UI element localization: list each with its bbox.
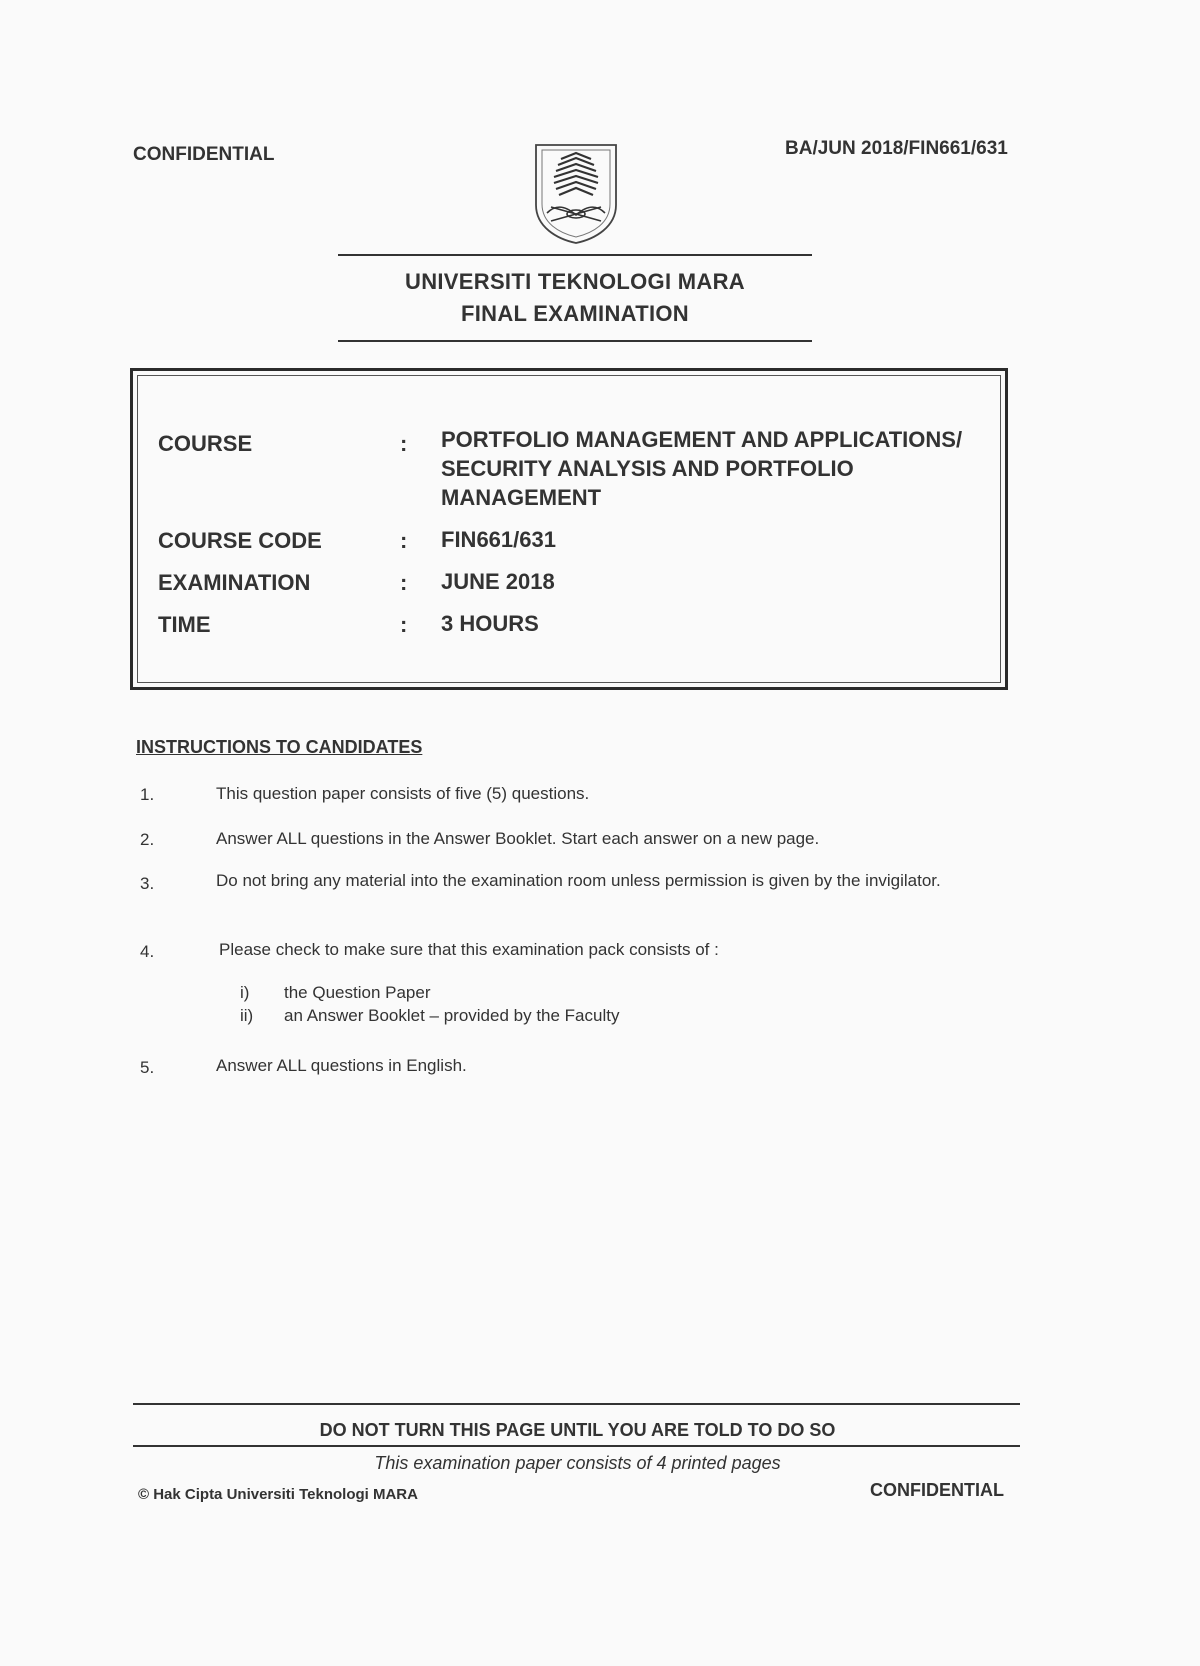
paper-code: BA/JUN 2018/FIN661/631: [785, 138, 1008, 159]
copyright-text: © Hak Cipta Universiti Teknologi MARA: [138, 1486, 418, 1503]
instruction-number: 5.: [140, 1058, 155, 1077]
instruction-text: Please check to make sure that this examination pack consists of :: [219, 940, 719, 959]
instructions-heading: INSTRUCTIONS TO CANDIDATES: [136, 737, 423, 757]
colon: :: [400, 570, 408, 595]
colon: :: [400, 612, 408, 637]
examination-label: EXAMINATION: [158, 570, 311, 595]
instruction-number: 3.: [140, 874, 155, 893]
colon: :: [400, 528, 408, 553]
sub-item-number: i): [240, 983, 250, 1002]
sub-item-text: an Answer Booklet – provided by the Faculty: [284, 1006, 620, 1025]
instruction-text: This question paper consists of five (5) questions.: [216, 784, 590, 803]
confidential-footer-label: CONFIDENTIAL: [870, 1480, 1004, 1500]
time-label: TIME: [158, 612, 211, 637]
sub-item-number: ii): [240, 1006, 254, 1025]
course-value-line1: PORTFOLIO MANAGEMENT AND APPLICATIONS/: [441, 427, 963, 452]
do-not-turn-notice: DO NOT TURN THIS PAGE UNTIL YOU ARE TOLD TO DO SO: [319, 1420, 836, 1440]
course-label: COURSE: [158, 431, 253, 456]
footer-top-rule: [133, 1403, 1020, 1405]
instruction-number: 4.: [140, 942, 155, 961]
course-value-line3: MANAGEMENT: [441, 485, 602, 510]
instruction-number: 2.: [140, 830, 155, 849]
instruction-text: Answer ALL questions in English.: [216, 1056, 467, 1075]
sub-item-text: the Question Paper: [284, 983, 431, 1002]
examination-value: JUNE 2018: [441, 569, 555, 594]
confidential-label: CONFIDENTIAL: [133, 144, 275, 165]
exam-title: FINAL EXAMINATION: [461, 301, 689, 326]
instruction-text: Do not bring any material into the examination room unless permission is given by the invigilator.: [216, 871, 941, 890]
course-code-value: FIN661/631: [441, 527, 556, 552]
course-code-label: COURSE CODE: [158, 528, 322, 553]
colon: :: [400, 431, 408, 456]
title-bottom-rule: [338, 340, 812, 342]
title-top-rule: [338, 254, 812, 256]
page-count-note: This examination paper consists of 4 printed pages: [374, 1453, 781, 1473]
time-value: 3 HOURS: [441, 611, 539, 636]
course-value-line2: SECURITY ANALYSIS AND PORTFOLIO: [441, 456, 854, 481]
university-crest-icon: [533, 143, 619, 245]
instruction-text: Answer ALL questions in the Answer Booklet. Start each answer on a new page.: [216, 829, 820, 848]
instruction-number: 1.: [140, 785, 155, 804]
footer-middle-rule: [133, 1445, 1020, 1447]
university-name: UNIVERSITI TEKNOLOGI MARA: [405, 269, 745, 294]
